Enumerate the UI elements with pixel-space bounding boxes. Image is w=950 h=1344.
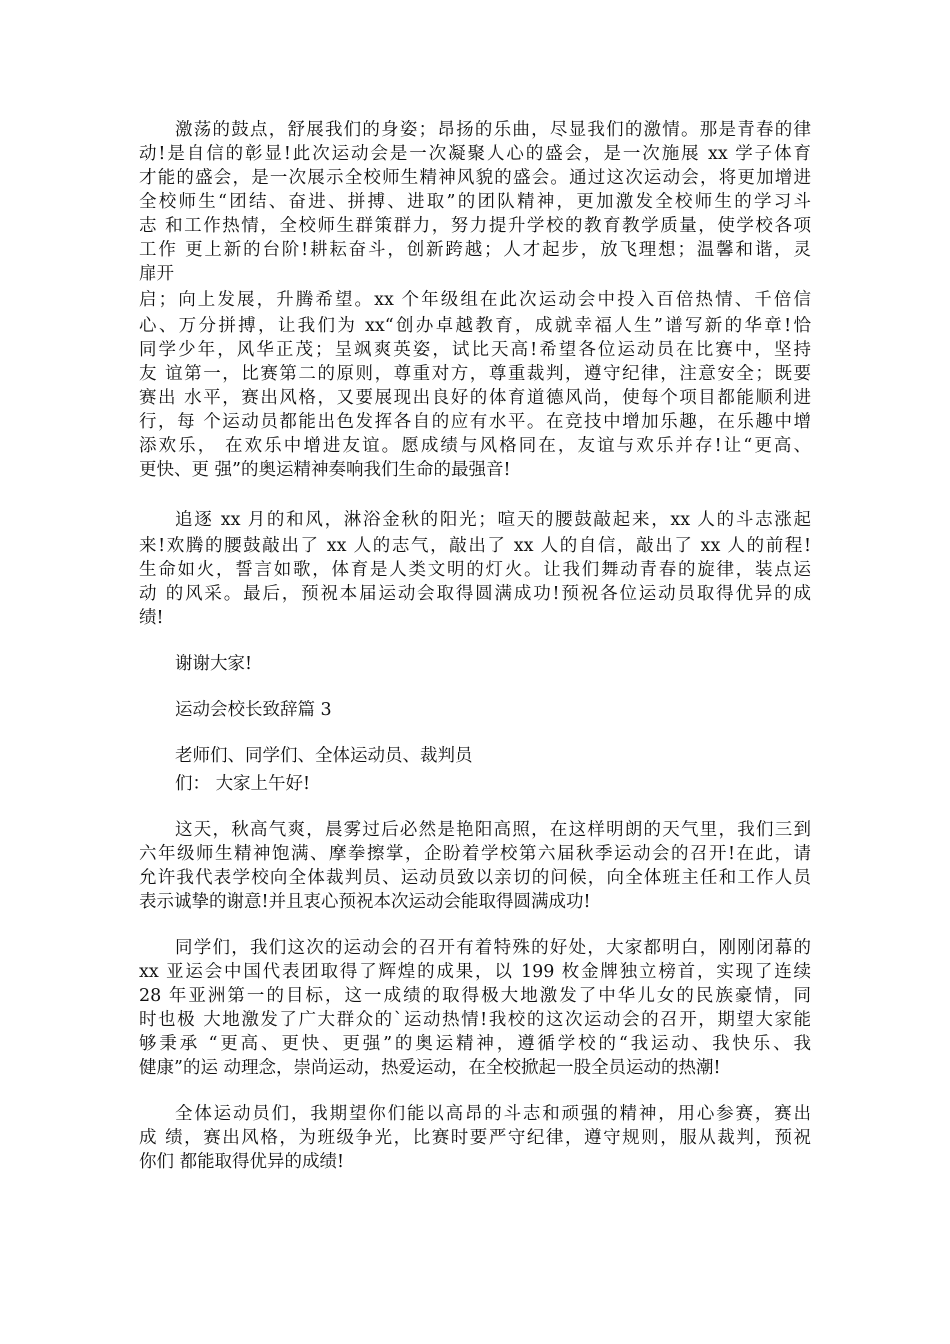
text-line: 行，每 个运动员都能出色发挥各自的应有水平。在竞技中增加乐趣，在乐趣中增 xyxy=(139,412,811,432)
text-line: 成 绩，赛出风格，为班级争光，比赛时要严守纪律，遵守规则，服从裁判，预祝 xyxy=(139,1128,811,1148)
text-line: 志 和工作热情，全校师生群策群力，努力提升学校的教育教学质量，使学校各项 xyxy=(139,216,811,236)
paragraph-celebration xyxy=(139,508,811,630)
text-line: 友 谊第一，比赛第二的原则，尊重对方，尊重裁判，遵守纪律，注意安全；既要 xyxy=(139,364,811,384)
text-line: 生命如火，誓言如歌，体育是人类文明的灯火。让我们舞动青春的旋律，装点运 xyxy=(139,560,811,580)
text-line: 允许我代表学校向全体裁判员、运动员致以亲切的问候，向全体班主任和工作人员 xyxy=(139,868,811,888)
text-line: 更快、更 强”的奥运精神奏响我们生命的最强音! xyxy=(139,460,511,480)
text-line: 心、万分拼搏，让我们为 xx“创办卓越教育，成就幸福人生”谱写新的华章!恰 xyxy=(139,316,811,336)
text-line: 工作 更上新的台阶!耕耘奋斗，创新跨越；人才起步，放飞理想；温馨和谐，灵 xyxy=(139,240,811,260)
text-line: xx 亚运会中国代表团取得了辉煌的成果，以 199 枚金牌独立榜首，实现了连续 xyxy=(139,962,811,982)
salutation xyxy=(139,744,811,768)
text-line: 六年级师生精神饱满、摩拳擦掌，企盼着学校第六届秋季运动会的召开!在此，请 xyxy=(139,844,811,864)
text-line: 表示诚挚的谢意!并且衷心预祝本次运动会能取得圆满成功! xyxy=(139,892,591,912)
text-line: 运动会校长致辞篇 3 xyxy=(175,700,332,720)
text-line: 来!欢腾的腰鼓敲出了 xx 人的志气，敲出了 xx 人的自信，敲出了 xx 人的前程! xyxy=(139,536,811,556)
text-line: 全校师生“团结、奋进、拼搏、进取”的团队精神，更加激发全校师生的学习斗 xyxy=(139,192,811,212)
text-line: 这天，秋高气爽，晨雾过后必然是艳阳高照，在这样明朗的天气里，我们三到 xyxy=(175,820,811,840)
text-line: 才能的盛会，是一次展示全校师生精神风貌的盛会。通过这次运动会，将更加增进 xyxy=(139,168,811,188)
text-line: 时也极 大地激发了广大群众的`运动热情!我校的这次运动会的召开，期望大家能 xyxy=(139,1010,811,1030)
section-title xyxy=(139,698,811,722)
paragraph-opening xyxy=(139,118,811,482)
text-line: 们： 大家上午好! xyxy=(175,774,311,794)
greeting xyxy=(139,772,811,796)
text-line: 追逐 xx 月的和风，淋浴金秋的阳光；喧天的腰鼓敲起来，xx 人的斗志涨起 xyxy=(175,510,811,530)
text-line: 你们 都能取得优异的成绩! xyxy=(139,1152,345,1172)
text-line: 激荡的鼓点，舒展我们的身姿；昂扬的乐曲，尽显我们的激情。那是青春的律 xyxy=(175,120,811,140)
text-line: 老师们、同学们、全体运动员、裁判员 xyxy=(175,746,473,766)
paragraph-weather xyxy=(139,818,811,914)
text-line: 动 的风采。最后，预祝本届运动会取得圆满成功!预祝各位运动员取得优异的成 xyxy=(139,584,811,604)
document-page xyxy=(139,118,811,1174)
text-line: 添欢乐， 在欢乐中增进友谊。愿成绩与风格同在，友谊与欢乐并存!让“更高、 xyxy=(139,436,811,456)
text-line: 赛出 水平，赛出风格，又要展现出良好的体育道德风尚，使每个项目都能顺利进 xyxy=(139,388,811,408)
paragraph-athletes xyxy=(139,1102,811,1174)
text-line: 全体运动员们，我期望你们能以高昂的斗志和顽强的精神，用心参赛，赛出 xyxy=(175,1104,811,1124)
thanks-line xyxy=(139,652,811,676)
text-line: 扉开 xyxy=(139,264,174,284)
text-line: 动!是自信的彰显!此次运动会是一次凝聚人心的盛会，是一次施展 xx 学子体育 xyxy=(139,144,811,164)
text-line: 绩! xyxy=(139,608,164,628)
text-line: 同学少年，风华正茂；呈飒爽英姿，试比天高!希望各位运动员在比赛中，坚持 xyxy=(139,340,811,360)
text-line: 28 年亚洲第一的目标，这一成绩的取得极大地激发了中华儿女的民族豪情，同 xyxy=(139,986,811,1006)
text-line: 够秉承 “更高、更快、更强”的奥运精神，遵循学校的“我运动、我快乐、我 xyxy=(139,1034,811,1054)
text-line: 谢谢大家! xyxy=(175,654,253,674)
text-line: 启；向上发展，升腾希望。xx 个年级组在此次运动会中投入百倍热情、千倍信 xyxy=(139,290,811,310)
text-line: 同学们，我们这次的运动会的召开有着特殊的好处，大家都明白，刚刚闭幕的 xyxy=(175,938,811,958)
text-line: 健康”的运 动理念，崇尚运动，热爱运动，在全校掀起一股全员运动的热潮! xyxy=(139,1058,721,1078)
paragraph-students xyxy=(139,936,811,1080)
